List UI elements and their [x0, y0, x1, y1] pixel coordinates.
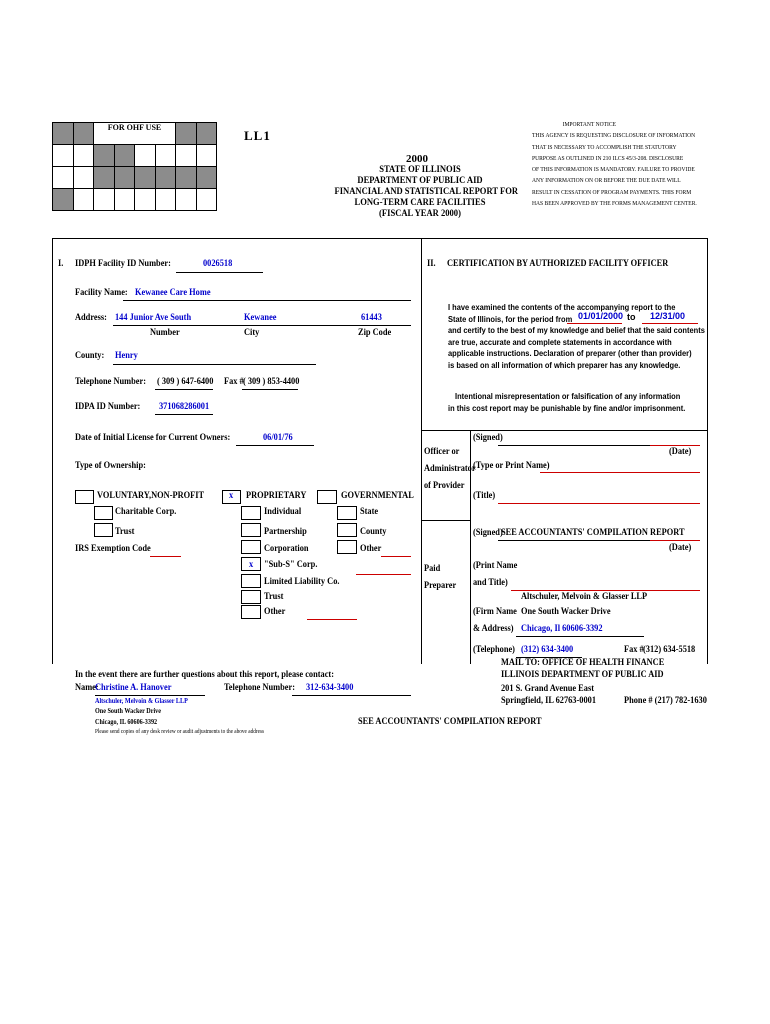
license-label: Date of Initial License for Current Owners:: [75, 433, 231, 443]
charitable-label: Charitable Corp.: [115, 507, 177, 517]
facility-name-value[interactable]: Kewanee Care Home: [135, 288, 211, 298]
officer-divider: [421, 520, 470, 521]
county-value[interactable]: Henry: [115, 351, 138, 361]
title-label: (Title): [473, 491, 496, 501]
cert-line: is based on all information of which preparer has any knowledge.: [448, 359, 681, 370]
llc-label: Limited Liability Co.: [264, 577, 340, 587]
paid-preparer-label: [424, 561, 456, 595]
county-opt-label: County: [360, 527, 387, 537]
mail-phone: Phone # (217) 782-1630: [624, 696, 707, 706]
type-print-line: [540, 472, 700, 473]
idpa-value[interactable]: 371068286001: [159, 402, 210, 412]
signed-label: (Signed): [473, 433, 503, 443]
section-roman: I.: [58, 259, 64, 269]
title-line: LONG-TERM CARE FACILITIES: [354, 197, 486, 207]
title-line: [498, 503, 700, 504]
and-title-line: [511, 590, 700, 591]
address-label: Address:: [75, 313, 107, 323]
footer-compilation: SEE ACCOUNTANTS' COMPILATION REPORT: [358, 717, 542, 727]
zip-value[interactable]: 61443: [361, 313, 382, 323]
officer-label: [424, 444, 476, 495]
state-checkbox[interactable]: [337, 506, 357, 520]
city-value[interactable]: Kewanee: [244, 313, 277, 323]
cert-line: I have examined the contents of the accompanying report to the: [448, 302, 676, 312]
signed2-line: [498, 540, 658, 541]
corporation-checkbox[interactable]: [241, 540, 261, 554]
frame-left: [52, 238, 53, 664]
mail-city: Springfield, IL 62763-0001: [501, 696, 596, 706]
llc-checkbox[interactable]: [241, 574, 261, 588]
mail-dept: ILLINOIS DEPARTMENT OF PUBLIC AID: [501, 670, 664, 680]
governmental-label: GOVERNMENTAL: [341, 491, 414, 501]
county-checkbox[interactable]: [337, 523, 357, 537]
charitable-checkbox[interactable]: [94, 506, 113, 520]
print-name-label: (Print Name: [473, 561, 518, 571]
important-notice: [532, 119, 697, 209]
irs-label: IRS Exemption Code: [75, 544, 151, 554]
preparer-city-underline: [516, 636, 644, 637]
license-underline: [236, 445, 314, 446]
phone-underline: [155, 389, 213, 390]
firm-street: One South Wacker Drive: [95, 707, 161, 715]
form-code: LL1: [244, 128, 271, 143]
contact-phone-value[interactable]: 312-634-3400: [306, 683, 354, 693]
notice-line: RESULT IN CESSATION OF PROGRAM PAYMENTS. THIS FORM: [532, 188, 692, 196]
form-year: 2000: [406, 153, 428, 165]
warning-line: Intentional misrepresentation or falsification of any information: [455, 391, 681, 401]
notice-line: THAT IS NECESSARY TO ACCOMPLISH THE STATUTORY: [532, 143, 677, 151]
preparer-fax[interactable]: (312) 634-5518: [643, 645, 696, 655]
other2-label: Other: [360, 544, 382, 554]
other-label: Other: [264, 607, 286, 617]
fax-underline: [242, 389, 298, 390]
contact-name-label: Name:: [75, 683, 99, 693]
period-from-value[interactable]: 01/01/2000: [578, 311, 624, 321]
corporation-label: Corporation: [264, 544, 309, 554]
individual-checkbox[interactable]: [241, 506, 261, 520]
title-line: STATE OF ILLINOIS: [379, 164, 461, 174]
notice-line: PURPOSE AS OUTLINED IN 210 ILCS 45/3-208. DISCLOSURE: [532, 154, 684, 162]
voluntary-label: VOLUNTARY,NON-PROFIT: [97, 491, 205, 501]
trust-label: Trust: [115, 527, 135, 537]
preparer-line: Preparer: [424, 581, 457, 591]
cert-line: applicable instructions. Declaration of preparer (other than provider): [448, 348, 692, 358]
number-caption: Number: [150, 328, 180, 338]
phone-value[interactable]: ( 309 ) 647-6400: [157, 377, 214, 387]
signed2-label: (Signed): [473, 528, 503, 538]
type-print-label: (Type or Print Name): [473, 461, 550, 471]
phone-label: Telephone Number:: [75, 377, 146, 387]
license-value[interactable]: 06/01/76: [263, 433, 293, 443]
warning-line: in this cost report may be punishable by fine and/or imprisonment.: [448, 402, 686, 413]
form-title: [334, 164, 519, 219]
firm-address-label: & Address): [473, 624, 514, 634]
title-line: (FISCAL YEAR 2000): [379, 208, 461, 218]
preparer-firm: Altschuler, Melvoin & Glasser LLP: [521, 592, 648, 602]
period-to-underline: [642, 323, 698, 324]
trust2-checkbox[interactable]: [241, 590, 261, 604]
partnership-checkbox[interactable]: [241, 523, 261, 537]
and-title-label: and Title): [473, 578, 508, 588]
governmental-checkbox[interactable]: [317, 490, 337, 504]
individual-label: Individual: [264, 507, 302, 517]
firm-name: Altschuler, Melvoin & Glasser LLP: [95, 697, 188, 705]
date-label: (Date): [669, 447, 692, 457]
firm-name-label: (Firm Name: [473, 607, 517, 617]
proprietary-mark: x: [229, 491, 234, 501]
preparer-tel[interactable]: (312) 634-3400: [521, 645, 574, 655]
facility-name-underline: [123, 300, 411, 301]
firm-city: Chicago, IL 60606-3392: [95, 718, 158, 726]
fax-label: Fax #: [224, 377, 244, 387]
other2-checkbox[interactable]: [337, 540, 357, 554]
other-underline: [307, 619, 357, 620]
contact-phone-underline: [292, 695, 411, 696]
other2-underline: [381, 556, 411, 557]
officer-line: Administrator: [424, 464, 476, 474]
ohf-use-grid: [52, 122, 217, 211]
preparer-city: Chicago, Il 60606-3392: [521, 624, 603, 634]
send-copies-note: Please send copies of any desk review or audit adjustments to the above address: [95, 729, 265, 735]
preparer-tel-label: (Telephone): [473, 645, 515, 655]
subs-mark: x: [249, 560, 254, 570]
ownership-label: Type of Ownership:: [75, 461, 146, 471]
state-label: State: [360, 507, 379, 517]
signature-red-line: [650, 445, 700, 446]
cert-line: and certify to the best of my knowledge and belief that the said contents: [448, 325, 705, 335]
facility-name-label: Facility Name:: [75, 288, 128, 298]
title-line: DEPARTMENT OF PUBLIC AID: [357, 175, 483, 185]
facility-id-underline: [176, 272, 263, 273]
fax-value[interactable]: ( 309 ) 853-4400: [243, 377, 300, 387]
cert-line: State of Illinois, for the period from: [448, 313, 573, 324]
zip-caption: Zip Code: [358, 328, 392, 338]
title-line: FINANCIAL AND STATISTICAL REPORT FOR: [334, 186, 519, 196]
section2-roman: II.: [427, 259, 436, 269]
date2-label: (Date): [669, 543, 692, 553]
frame-right: [707, 238, 708, 664]
period-to-value[interactable]: 12/31/00: [650, 311, 686, 321]
compilation-note: SEE ACCOUNTANTS' COMPILATION REPORT: [501, 528, 685, 538]
mail-street: 201 S. Grand Avenue East: [501, 684, 594, 694]
street-value[interactable]: 144 Junior Ave South: [115, 313, 192, 323]
cert-line: are true, accurate and complete statements in accordance with: [448, 336, 672, 347]
county-label: County:: [75, 351, 105, 361]
contact-name-value[interactable]: Christine A. Hanover: [95, 683, 172, 693]
preparer-street: One South Wacker Drive: [521, 607, 611, 617]
subs-underline: [356, 574, 411, 575]
partnership-label: Partnership: [264, 527, 307, 537]
trust-checkbox[interactable]: [94, 523, 113, 537]
signature-line: [498, 445, 650, 446]
notice-line: ANY INFORMATION ON OR BEFORE THE DUE DATE WILL: [532, 177, 681, 185]
cert-divider: [421, 430, 707, 431]
frame-top: [52, 238, 707, 239]
trust2-label: Trust: [264, 592, 284, 602]
other-checkbox[interactable]: [241, 605, 261, 619]
paid-line: Paid: [424, 564, 441, 574]
city-caption: City: [244, 328, 260, 338]
signed2-red-line: [650, 540, 700, 541]
notice-line: HAS BEEN APPROVED BY THE FORMS MANAGEMENT CENTER.: [532, 200, 697, 208]
voluntary-checkbox[interactable]: [75, 490, 94, 504]
notice-line: OF THIS INFORMATION IS MANDATORY. FAILURE TO PROVIDE: [532, 166, 695, 174]
ohf-use-label: FOR OHF USE: [94, 123, 176, 145]
warning-text: [448, 391, 685, 414]
subs-label: "Sub-S" Corp.: [264, 560, 318, 570]
proprietary-label: PROPRIETARY: [246, 491, 307, 501]
section2-title: CERTIFICATION BY AUTHORIZED FACILITY OFFICER: [447, 259, 669, 269]
idpa-underline: [155, 414, 213, 415]
irs-underline: [150, 556, 181, 557]
facility-id-value[interactable]: 0026518: [203, 259, 233, 269]
county-underline: [113, 364, 316, 365]
notice-title: IMPORTANT NOTICE: [562, 121, 617, 128]
officer-line: Officer or: [424, 447, 460, 457]
idpa-label: IDPA ID Number:: [75, 402, 141, 412]
facility-id-label: IDPH Facility ID Number:: [75, 259, 171, 269]
address-underline: [113, 325, 411, 326]
period-from-underline: [567, 323, 622, 324]
officer-line: of Provider: [424, 481, 465, 491]
preparer-fax-label: Fax #: [624, 645, 644, 655]
frame-divider: [421, 238, 422, 664]
contact-name-underline: [95, 695, 205, 696]
mail-to: MAIL TO: OFFICE OF HEALTH FINANCE: [501, 658, 665, 668]
notice-line: THIS AGENCY IS REQUESTING DISCLOSURE OF INFORMATION: [532, 132, 696, 140]
period-to-label: to: [627, 312, 636, 322]
contact-phone-label: Telephone Number:: [224, 683, 295, 693]
questions-text: In the event there are further questions about this report, please contact:: [75, 670, 334, 680]
